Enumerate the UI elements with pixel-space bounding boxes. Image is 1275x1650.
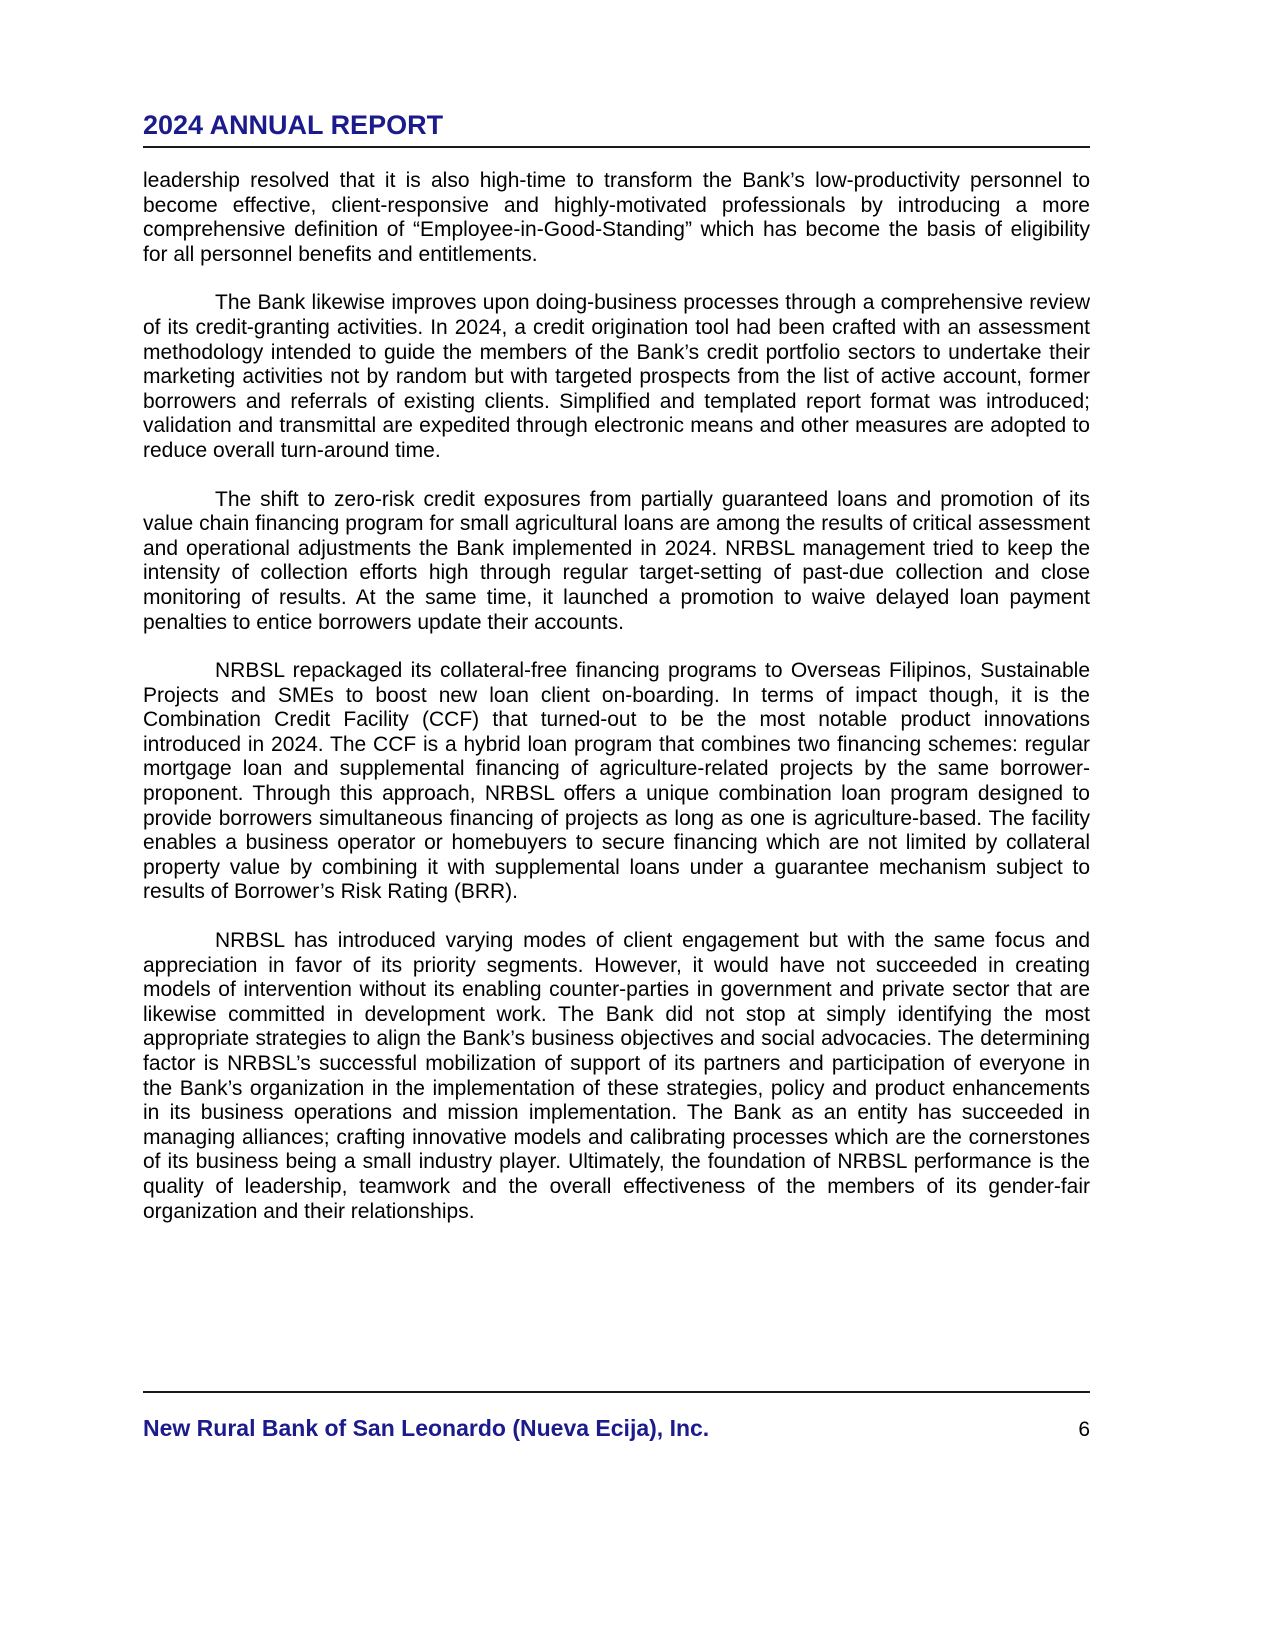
paragraph-collateral-free: NRBSL repackaged its collateral-free financing programs to Overseas Filipinos, Sustainable Projects and SMEs to boost new loan client on-boarding. In terms of impact though, it is the Combination Credit Facility (CCF) that turned-out to be the most notable product innovations introduced in 2024. The CCF is a hybrid loan program that combines two financing schemes: regular mortgage loan and supplemental financing of agriculture-related projects by the same borrower-proponent. Through this approach, NRBSL offers a unique combination loan program designed to provide borrowers simultaneous financing of projects as long as one is agriculture-based. The facility enables a business operator or homebuyers to secure financing which are not limited by collateral property value by combining it with supplemental loans under a guarantee mechanism subject to results of Borrower’s Risk Rating (BRR). [143, 659, 1090, 904]
paragraph-credit-granting: The Bank likewise improves upon doing-business processes through a comprehensive review of its credit-granting activities. In 2024, a credit origination tool had been crafted with an assessment methodology intended to guide the members of the Bank’s credit portfolio sectors to undertake their marketing activities not by random but with targeted prospects from the list of active account, former borrowers and referrals of existing clients. Simplified and templated report format was introduced; validation and transmittal are expedited through electronic means and other measures are adopted to reduce overall turn-around time. [143, 291, 1090, 462]
paragraph-zero-risk: The shift to zero-risk credit exposures from partially guaranteed loans and promotion of its value chain financing program for small agricultural loans are among the results of critical assessment and operational adjustments the Bank implemented in 2024. NRBSL management tried to keep the intensity of collection efforts high through regular target-setting of past-due collection and close monitoring of results. At the same time, it launched a promotion to waive delayed loan payment penalties to entice borrowers update their accounts. [143, 487, 1090, 634]
report-title: 2024 ANNUAL REPORT [143, 110, 444, 140]
footer-row [143, 1415, 1090, 1442]
page-number: 6 [1078, 1418, 1090, 1441]
page-content [143, 0, 1090, 1248]
footer-rule [143, 1391, 1090, 1393]
paragraph-client-engagement: NRBSL has introduced varying modes of client engagement but with the same focus and appreciation in favor of its priority segments. However, it would have not succeeded in creating models of intervention without its enabling counter-parties in government and private sector that are likewise committed in development work. The Bank did not stop at simply identifying the most appropriate strategies to align the Bank’s business objectives and social advocacies. The determining factor is NRBSL’s successful mobilization of support of its partners and participation of everyone in the Bank’s organization in the implementation of these strategies, policy and product enhancements in its business operations and mission implementation. The Bank as an entity has succeeded in managing alliances; crafting innovative models and calibrating processes which are the cornerstones of its business being a small industry player. Ultimately, the foundation of NRBSL performance is the quality of leadership, teamwork and the overall effectiveness of the members of its gender-fair organization and their relationships. [143, 929, 1090, 1223]
header-rule [143, 146, 1090, 148]
paragraph-leadership: leadership resolved that it is also high-time to transform the Bank’s low-productivity personnel to become effective, client-responsive and highly-motivated professionals by introducing a more comprehensive definition of “Employee-in-Good-Standing” which has become the basis of eligibility for all personnel benefits and entitlements. [143, 169, 1090, 266]
footer-bank-name: New Rural Bank of San Leonardo (Nueva Ecija), Inc. [143, 1415, 710, 1441]
report-header [143, 110, 1090, 148]
report-body [143, 169, 1090, 1224]
page-footer [143, 1391, 1090, 1442]
